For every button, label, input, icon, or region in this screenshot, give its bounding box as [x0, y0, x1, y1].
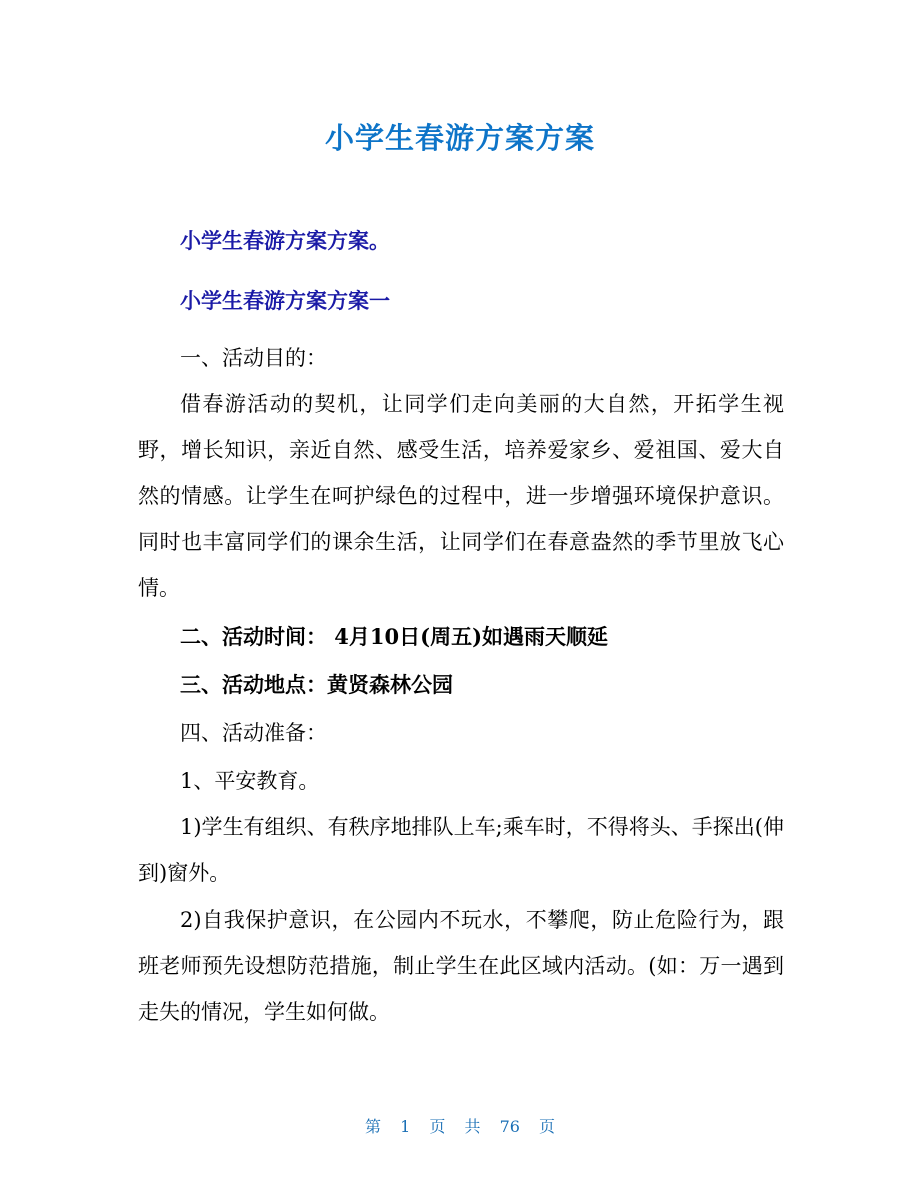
item-safety-sub-1: 1)学生有组织、有秩序地排队上车;乘车时，不得将头、手探出(伸到)窗外。: [138, 815, 784, 885]
footer-current-page: 1: [400, 1117, 411, 1136]
footer-total-pages: 76: [499, 1117, 520, 1136]
section-purpose-body: 借春游活动的契机，让同学们走向美丽的大自然，开拓学生视野，增长知识，亲近自然、感受生活，培养爱家乡、爱祖国、爱大自然的情感。让学生在呵护绿色的过程中，进一步增强环境保护意识。同时也丰富同学们的课余生活，让同学们在春意盎然的季节里放飞心情。: [138, 392, 784, 600]
section-purpose-title: 一、活动目的：: [180, 346, 327, 370]
page-footer: [0, 1114, 920, 1137]
item-safety-title: 1、平安教育。: [180, 769, 320, 793]
section-location: 三、活动地点：黄贤森林公园: [180, 672, 453, 697]
footer-label-page: 第: [364, 1117, 381, 1136]
section-time: 二、活动时间： 4月10日(周五)如遇雨天顺延: [180, 624, 609, 649]
heading-plan-one: 小学生春游方案方案一: [180, 289, 390, 313]
footer-label-page-unit: 页: [429, 1117, 446, 1136]
document-title: 小学生春游方案方案: [324, 121, 595, 155]
footer-label-total: 共: [464, 1117, 481, 1136]
footer-label-total-unit: 页: [539, 1117, 556, 1136]
section-preparation-title: 四、活动准备：: [180, 721, 327, 745]
item-safety-sub-2: 2)自我保护意识，在公园内不玩水，不攀爬，防止危险行为，跟班老师预先设想防范措施，制止学生在此区域内活动。(如：万一遇到走失的情况，学生如何做。: [138, 908, 784, 1024]
heading-main: 小学生春游方案方案。: [180, 229, 390, 253]
